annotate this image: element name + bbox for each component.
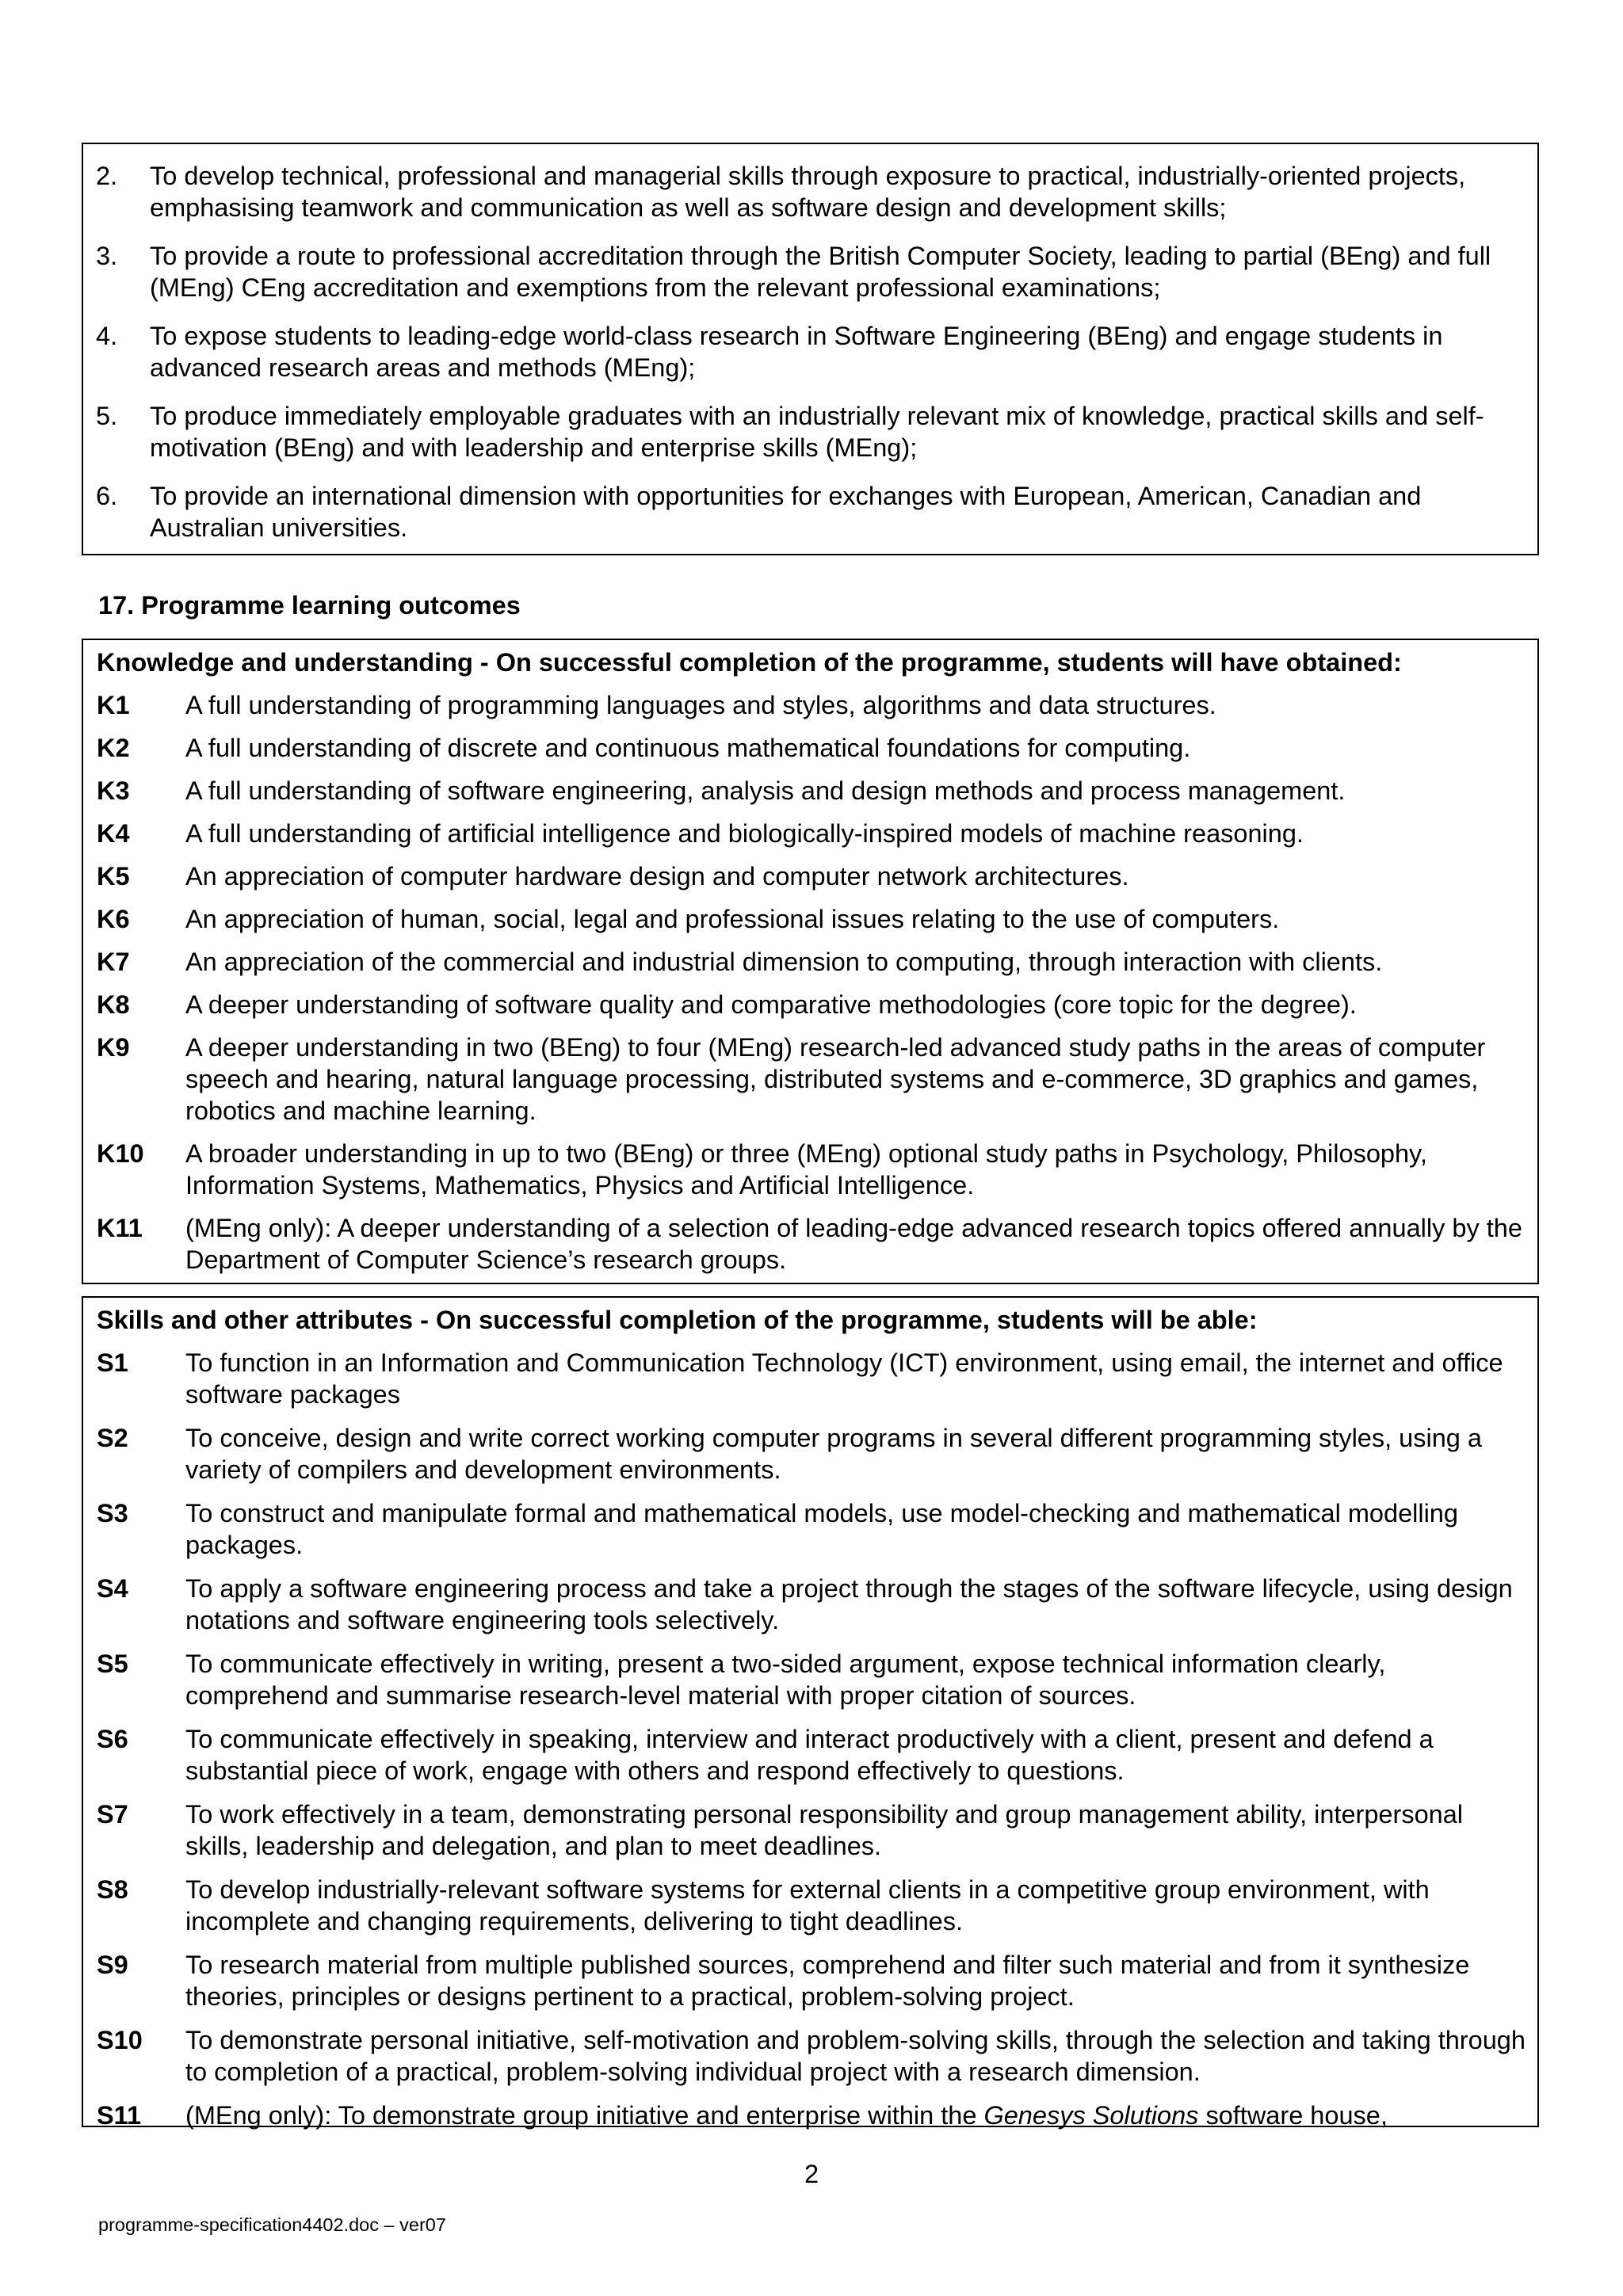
outcome-text: A broader understanding in up to two (BEng) or three (MEng) optional study paths in Psychology, Philosophy, Information Systems, Mathematics, Physics and Artificial Intelligence. — [185, 1139, 1427, 1199]
outcome-code: S4 — [97, 1574, 128, 1603]
outcome-code: K11 — [97, 1214, 143, 1242]
aim-text: To provide a route to professional accreditation through the British Computer Society, leading to partial (BEng) and full (MEng) CEng accreditation and exemptions from the relevant professional examinations; — [150, 242, 1491, 302]
outcome-code: S1 — [97, 1348, 128, 1377]
outcome-row — [97, 1497, 1528, 1561]
outcome-code: K4 — [97, 819, 130, 848]
outcome-code: K9 — [97, 1033, 130, 1062]
outcome-text: To develop industrially-relevant software systems for external clients in a competitive group environment, with incomplete and changing requirements, delivering to tight deadlines. — [185, 1875, 1430, 1936]
aim-number: 4. — [96, 322, 118, 350]
knowledge-understanding-box — [82, 639, 1539, 1284]
outcome-code: S5 — [97, 1650, 128, 1678]
outcome-text-part: (MEng only): To demonstrate group initiative and enterprise within the — [185, 2101, 984, 2130]
outcome-text: To communicate effectively in speaking, interview and interact productively with a client, present and defend a substantial piece of work, engage with others and respond effectively to questions. — [185, 1725, 1434, 1785]
outcome-text: To demonstrate personal initiative, self-motivation and problem-solving skills, through the selection and taking through to completion of a practical, problem-solving individual project with a research dimension. — [185, 2026, 1526, 2086]
aim-item — [96, 480, 1520, 543]
aim-item — [96, 400, 1520, 463]
outcome-code: K6 — [97, 905, 130, 933]
outcome-text: To work effectively in a team, demonstrating personal responsibility and group management ability, interpersonal skills, leadership and delegation, and plan to meet deadlines. — [185, 1800, 1464, 1860]
outcome-row — [97, 818, 1528, 849]
outcome-code: S10 — [97, 2026, 143, 2054]
outcome-text — [185, 2100, 1528, 2131]
outcome-row — [97, 732, 1528, 764]
outcome-row — [97, 903, 1528, 935]
company-name: Genesys Solutions — [983, 2101, 1199, 2130]
outcome-text: A full understanding of discrete and continuous mathematical foundations for computing. — [185, 734, 1191, 762]
outcome-text: A full understanding of artificial intelligence and biologically-inspired models of machine reasoning. — [185, 819, 1304, 848]
knowledge-title: Knowledge and understanding - On successful completion of the programme, students will have obtained: — [97, 648, 1402, 677]
outcome-code: K7 — [97, 948, 130, 976]
outcome-row — [97, 2100, 1528, 2131]
aim-text: To produce immediately employable graduates with an industrially relevant mix of knowledge, practical skills and self-motivation (BEng) and with leadership and enterprise skills (MEng); — [150, 402, 1484, 462]
outcome-row — [97, 1573, 1528, 1636]
skills-attributes-box — [82, 1296, 1539, 2130]
outcome-text-part: software house, — [1198, 2101, 1388, 2130]
outcome-row — [97, 860, 1528, 892]
outcome-code: K8 — [97, 990, 130, 1019]
aim-text: To expose students to leading-edge world-class research in Software Engineering (BEng) and engage students in advanced research areas and methods (MEng); — [150, 322, 1443, 382]
footer-filename: programme-specification4402.doc – ver07 — [98, 2214, 446, 2235]
outcome-code: S8 — [97, 1875, 128, 1904]
outcome-code: K10 — [97, 1139, 144, 1168]
aim-text: To develop technical, professional and managerial skills through exposure to practical, industrially-oriented projects, emphasising teamwork and communication as well as software design and development skills; — [150, 162, 1466, 222]
page-number: 2 — [804, 2160, 819, 2188]
outcome-row — [97, 1347, 1528, 1410]
outcome-code: K3 — [97, 776, 130, 805]
outcome-row — [97, 989, 1528, 1020]
outcome-text: To construct and manipulate formal and mathematical models, use model-checking and mathematical modelling packages. — [185, 1499, 1458, 1559]
outcome-text: A deeper understanding of software quality and comparative methodologies (core topic for the degree). — [185, 990, 1357, 1019]
outcome-row — [97, 946, 1528, 978]
outcome-code: S7 — [97, 1800, 128, 1829]
outcome-row — [97, 1723, 1528, 1787]
outcome-text: A full understanding of programming languages and styles, algorithms and data structures. — [185, 691, 1216, 719]
outcome-code: K2 — [97, 734, 130, 762]
outcome-row — [97, 1798, 1528, 1862]
outcome-code: K1 — [97, 691, 130, 719]
outcome-row — [97, 1874, 1528, 1937]
outcome-text: An appreciation of human, social, legal and professional issues relating to the use of computers. — [185, 905, 1280, 933]
outcome-code: S9 — [97, 1951, 128, 1979]
aim-number: 2. — [96, 162, 118, 190]
outcome-code: K5 — [97, 862, 130, 891]
aim-item — [96, 320, 1520, 383]
skills-title: Skills and other attributes - On successful completion of the programme, students will be able: — [97, 1306, 1258, 1334]
outcome-text: An appreciation of the commercial and industrial dimension to computing, through interaction with clients. — [185, 948, 1383, 976]
outcome-code: S11 — [97, 2101, 142, 2130]
outcome-text: To function in an Information and Communication Technology (ICT) environment, using email, the internet and office software packages — [185, 1348, 1503, 1409]
outcome-row — [97, 2024, 1528, 2088]
outcome-text: To apply a software engineering process and take a project through the stages of the software lifecycle, using design notations and software engineering tools selectively. — [185, 1574, 1513, 1634]
outcome-row — [97, 1422, 1528, 1486]
outcome-text: To research material from multiple published sources, comprehend and filter such material and from it synthesize theories, principles or designs pertinent to a practical, problem-solving project. — [185, 1951, 1470, 2011]
outcome-row — [97, 1138, 1528, 1201]
outcome-row — [97, 1949, 1528, 2012]
outcome-row — [97, 689, 1528, 721]
aim-number: 6. — [96, 482, 118, 510]
programme-aims-box — [82, 143, 1539, 555]
outcome-text: (MEng only): A deeper understanding of a selection of leading-edge advanced research topics offered annually by the Department of Computer Science’s research groups. — [185, 1214, 1522, 1274]
outcome-code: S3 — [97, 1499, 128, 1527]
aim-number: 3. — [96, 242, 118, 270]
aim-item — [96, 240, 1520, 303]
outcome-text: A deeper understanding in two (BEng) to four (MEng) research-led advanced study paths in the areas of computer speech and hearing, natural language processing, distributed systems and e-commerce, 3D graphics and games, robotics and machine learning. — [185, 1033, 1486, 1125]
outcome-row — [97, 775, 1528, 807]
outcome-row — [97, 1648, 1528, 1711]
aim-item — [96, 160, 1520, 223]
outcome-text: A full understanding of software engineering, analysis and design methods and process management. — [185, 776, 1346, 805]
outcome-row — [97, 1212, 1528, 1276]
outcome-row — [97, 1032, 1528, 1127]
aim-text: To provide an international dimension with opportunities for exchanges with European, American, Canadian and Australian universities. — [150, 482, 1422, 542]
outcome-code: S2 — [97, 1424, 128, 1452]
outcome-text: An appreciation of computer hardware design and computer network architectures. — [185, 862, 1129, 891]
section-heading: 17. Programme learning outcomes — [98, 591, 521, 620]
outcome-code: S6 — [97, 1725, 128, 1753]
outcome-text: To communicate effectively in writing, present a two-sided argument, expose technical information clearly, comprehend and summarise research-level material with proper citation of sources. — [185, 1650, 1386, 1710]
outcome-text: To conceive, design and write correct working computer programs in several different programming styles, using a variety of compilers and development environments. — [185, 1424, 1482, 1484]
aim-number: 5. — [96, 402, 118, 430]
